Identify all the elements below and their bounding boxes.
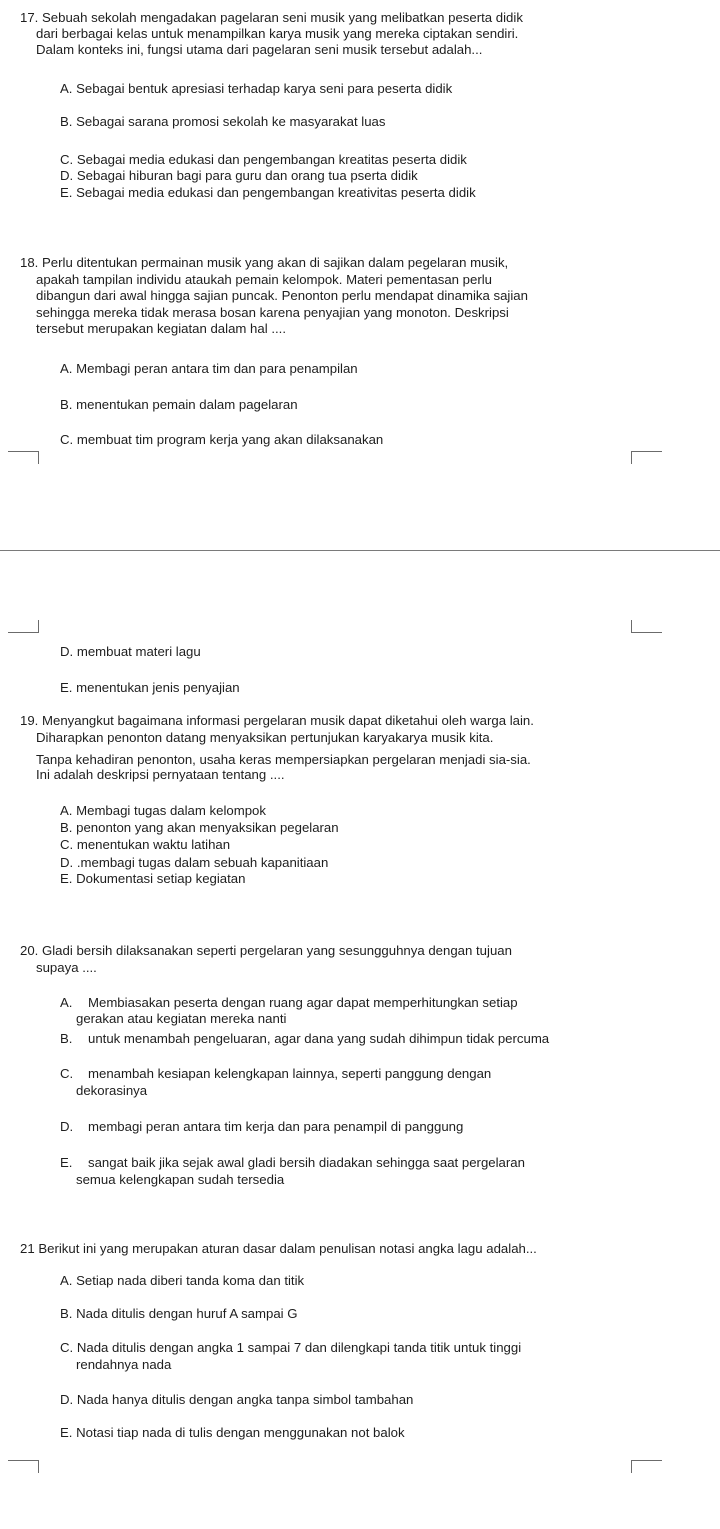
question-20-stem-line-2: supaya .... xyxy=(36,960,97,975)
question-21-option-c-line-1: C. Nada ditulis dengan angka 1 sampai 7 dan dilengkapi tanda titik untuk tinggi xyxy=(60,1340,522,1355)
question-21-option-e: E. Notasi tiap nada di tulis dengan menggunakan not balok xyxy=(60,1425,405,1440)
question-19-option-b: B. penonton yang akan menyaksikan pegelaran xyxy=(60,820,339,835)
question-20-option-d-letter: D. xyxy=(60,1119,74,1134)
question-21-option-c-line-2: rendahnya nada xyxy=(76,1357,172,1372)
question-18-stem-line-2: apakah tampilan individu ataukah pemain kelompok. Materi pementasan perlu xyxy=(36,272,492,287)
crop-mark-bottom-right xyxy=(631,620,662,633)
page-divider xyxy=(0,550,720,551)
question-18-option-d: D. membuat materi lagu xyxy=(60,644,201,659)
question-19-option-e: E. Dokumentasi setiap kegiatan xyxy=(60,871,246,886)
question-18-option-c: C. membuat tim program kerja yang akan dilaksanakan xyxy=(60,432,384,447)
question-21-option-a: A. Setiap nada diberi tanda koma dan titik xyxy=(60,1273,305,1288)
question-17-option-b: B. Sebagai sarana promosi sekolah ke masyarakat luas xyxy=(60,114,386,129)
question-19-option-c: C. menentukan waktu latihan xyxy=(60,837,231,852)
crop-mark-top-left xyxy=(8,451,39,464)
question-17-option-d: D. Sebagai hiburan bagi para guru dan orang tua pserta didik xyxy=(60,168,418,183)
question-17-stem-line-2: dari berbagai kelas untuk menampilkan karya musik yang mereka ciptakan sendiri. xyxy=(36,26,519,41)
question-19-stem-line-4: Ini adalah deskripsi pernyataan tentang .... xyxy=(36,767,285,782)
question-17-option-c: C. Sebagai media edukasi dan pengembangan kreatitas peserta didik xyxy=(60,152,467,167)
question-20-option-c-line-2: dekorasinya xyxy=(76,1083,148,1098)
question-20-option-e-letter: E. xyxy=(60,1155,73,1170)
question-20-option-c-line-1: menambah kesiapan kelengkapan lainnya, seperti panggung dengan xyxy=(88,1066,492,1081)
question-17-stem-line-1: 17. Sebuah sekolah mengadakan pagelaran seni musik yang melibatkan peserta didik xyxy=(20,10,523,25)
question-18-stem-line-1: 18. Perlu ditentukan permainan musik yang akan di sajikan dalam pegelaran musik, xyxy=(20,255,509,270)
question-17-option-a: A. Sebagai bentuk apresiasi terhadap karya seni para peserta didik xyxy=(60,81,453,96)
question-19-stem-line-2: Diharapkan penonton datang menyaksikan pertunjukan karyakarya musik kita. xyxy=(36,730,494,745)
question-20-option-b-letter: B. xyxy=(60,1031,73,1046)
question-20-stem-line-1: 20. Gladi bersih dilaksanakan seperti pergelaran yang sesungguhnya dengan tujuan xyxy=(20,943,512,958)
question-18-stem-line-3: dibangun dari awal hingga sajian puncak. Penonton perlu mendapat dinamika sajian xyxy=(36,288,528,303)
question-18-stem-line-5: tersebut merupakan kegiatan dalam hal .... xyxy=(36,321,286,336)
question-19-stem-line-3: Tanpa kehadiran penonton, usaha keras mempersiapkan pergelaran menjadi sia-sia. xyxy=(36,752,531,767)
question-19-option-a: A. Membagi tugas dalam kelompok xyxy=(60,803,266,818)
question-20-option-a-line-1: Membiasakan peserta dengan ruang agar dapat memperhitungkan setiap xyxy=(88,995,518,1010)
question-21-stem-line-1: 21 Berikut ini yang merupakan aturan dasar dalam penulisan notasi angka lagu adalah... xyxy=(20,1241,537,1256)
question-21-option-b: B. Nada ditulis dengan huruf A sampai G xyxy=(60,1306,298,1321)
crop-mark-top-right xyxy=(631,451,662,464)
crop-mark-bottom-left xyxy=(8,620,39,633)
question-20-option-d-line-1: membagi peran antara tim kerja dan para penampil di panggung xyxy=(88,1119,464,1134)
question-21-option-d: D. Nada hanya ditulis dengan angka tanpa simbol tambahan xyxy=(60,1392,414,1407)
crop-mark-lower-left xyxy=(8,1460,39,1473)
question-17-option-e: E. Sebagai media edukasi dan pengembangan kreativitas peserta didik xyxy=(60,185,476,200)
question-20-option-a-line-2: gerakan atau kegiatan mereka nanti xyxy=(76,1011,287,1026)
question-19-option-d: D. .membagi tugas dalam sebuah kapanitiaan xyxy=(60,855,329,870)
question-17-stem-line-3: Dalam konteks ini, fungsi utama dari pagelaran seni musik tersebut adalah... xyxy=(36,42,483,57)
question-20-option-e-line-1: sangat baik jika sejak awal gladi bersih diadakan sehingga saat pergelaran xyxy=(88,1155,525,1170)
question-19-stem-line-1: 19. Menyangkut bagaimana informasi pergelaran musik dapat diketahui oleh warga lain. xyxy=(20,713,534,728)
question-18-option-e: E. menentukan jenis penyajian xyxy=(60,680,240,695)
question-18-stem-line-4: sehingga mereka tidak merasa bosan karena penyajian yang monoton. Deskripsi xyxy=(36,305,509,320)
crop-mark-lower-right xyxy=(631,1460,662,1473)
question-18-option-b: B. menentukan pemain dalam pagelaran xyxy=(60,397,298,412)
question-20-option-c-letter: C. xyxy=(60,1066,74,1081)
question-18-option-a: A. Membagi peran antara tim dan para penampilan xyxy=(60,361,358,376)
question-20-option-a-letter: A. xyxy=(60,995,73,1010)
question-20-option-b-line-1: untuk menambah pengeluaran, agar dana yang sudah dihimpun tidak percuma xyxy=(88,1031,550,1046)
question-20-option-e-line-2: semua kelengkapan sudah tersedia xyxy=(76,1172,285,1187)
